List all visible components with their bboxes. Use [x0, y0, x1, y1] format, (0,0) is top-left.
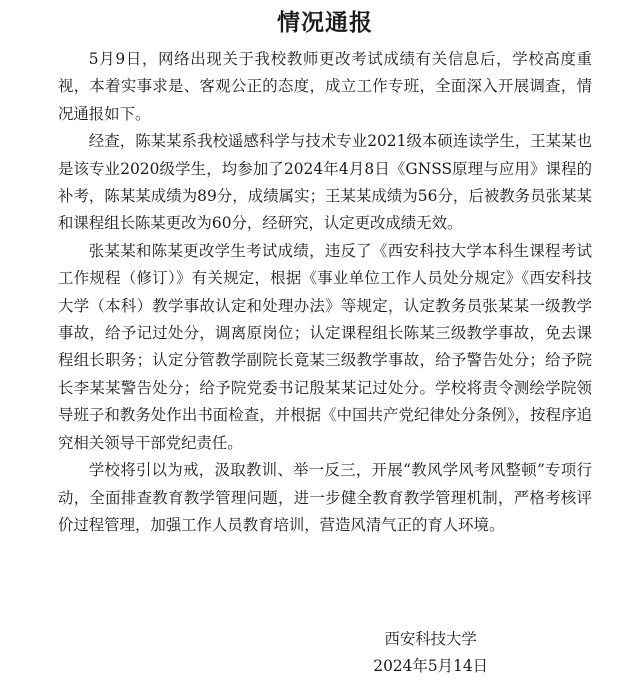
signature-organization: 西安科技大学	[384, 630, 477, 648]
paragraph-rectification: 学校将引以为戒，汲取教训、举一反三，开展“教风学风考风整顿”专项行动，全面排查教育教学管理问题，进一步健全教育教学管理机制，严格考核评价过程管理，加强工作人员教育培训，营造风清气正的育人环境。	[58, 461, 592, 534]
paragraph-intro: 5月9日，网络出现关于我校教师更改考试成绩有关信息后，学校高度重视，本着实事求是、客观公正的态度，成立工作专班，全面深入开展调查，情况通报如下。	[58, 50, 592, 123]
signature-date: 2024年5月14日	[373, 657, 488, 675]
paragraph-findings: 经查，陈某某系我校遥感科学与技术专业2021级本硕连读学生，王某某也是该专业2020级学生，均参加了2024年4月8日《GNSS原理与应用》课程的补考，陈某某成绩为89分，成绩属实；王某某成绩为56分，后被教务员张某某和课程组长陈某更改为60分，经研究，认定更改成绩无效。	[58, 132, 592, 233]
signature-block	[373, 626, 488, 680]
paragraph-penalties: 张某某和陈某更改学生考试成绩，违反了《西安科技大学本科生课程考试工作规程（修订）》有关规定，根据《事业单位工作人员处分规定》《西安科技大学（本科）教学事故认定和处理办法》等规定，认定教务员张某某一级教学事故，给予记过处分，调离原岗位；认定课程组长陈某三级教学事故，免去课程组长职务；认定分管教学副院长竟某三级教学事故，给予警告处分；给予院长李某某警告处分；给予院党委书记殷某某记过处分。学校将责令测绘学院领导班子和教务处作出书面检查，并根据《中国共产党纪律处分条例》，按程序追究相关领导干部党纪责任。	[58, 241, 592, 452]
notice-title: 情况通报	[277, 10, 373, 36]
